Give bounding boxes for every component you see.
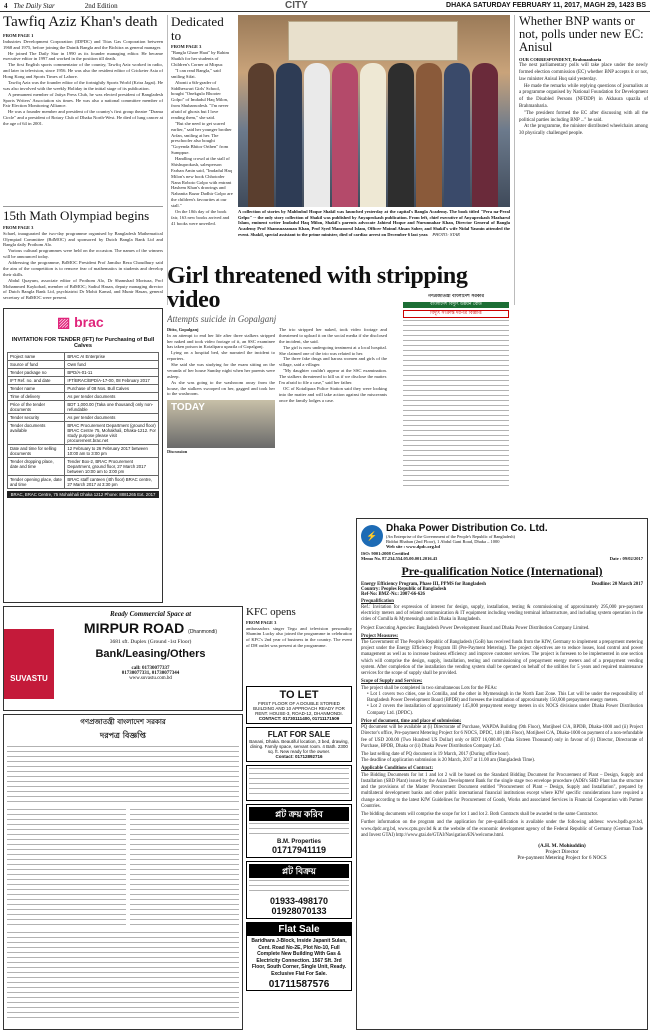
tender-field-value: As per tender documents [65,414,159,422]
tender-row [8,476,159,489]
page-number: 4 [4,1,8,10]
tender-field-label: Time of delivery [8,393,65,401]
tender-field-label: Tender security [8,414,65,422]
paragraph: OC of Kotalipara Police Station said they were looking into the matter and will take action against the miscreants once the family lodges a case. [279,385,387,403]
paragraph: The Bidding Documents for lot 1 and lot 2 will be based on the Standard Bidding Document for Procurement of Plant – Design, Supply and Installation (SBD Plant) issued by the Asian Development Bank for the single stage two envelope procedure (ADB's SBD Plant has the structure and the provisions of the Master Procurement Document entitled "Procurement of Plant – Design, Supply and Installation", prepared by multilateral development banks and other public international financial institutions except where KfW specific considerations have required a change according to the latest KfW Guidelines for Procurement of Goods, Works and associated Services in Financial Cooperation with Partner Countries. [361,772,643,809]
tender-field-value: BRAC Procurement Department (ground floor) BRAC Centre 75, Mohakhali, Dhaka-1212. For study purpose please visit procurement.brac.net [65,422,159,445]
tender-field-value: BRAC AI Enterprise [65,353,159,361]
dpdc-logo-icon: ⚡ [361,525,383,547]
tender-field-value: 12 February to 26 February 2017 between 10:00 am to 3:00 pm [65,445,159,458]
tender-row [8,369,159,377]
ad-body: FIRST FLOOR OF A DOUBLE STORIED BUILDING AND 10 APPROACH READY FOR RENT. HOUSE-3, ROAD-12, DHANMONDI. [253,701,345,716]
paragraph: The trio stripped her naked, took video footage and threatened to upload it on the social media if she disclosed the incident, she said. [279,327,387,344]
banner [288,21,458,61]
ad-place-name: MIRPUR ROAD [83,620,185,636]
lot-item: Lot 1 covers two cities, one in Comilla, and the other in Mymensingh in the North East Zone. This Lot will be under the responsibility of Bangladesh Power Development Board (BPDB) and foresees the installation of approximately 150,000 prepayment energy meters. [367,691,643,704]
paragraph: Abdul Quayum, associate editor of Prothom Alo, Dr Shamshad Mortuza, Prof Mohammed Kaykobad, member of BdMOC; Sadiul Hasan, deputy managing director of Dutch Bangla Bank Ltd, psychiatrist Dr Mohit Kamal, and Munir Hasan, general secretary of BdMOC were present. [3,277,163,301]
ad-title: Flat Sale [247,923,351,936]
ad-title: প্লট ক্রয় করিব [249,807,349,821]
tender-field-label: Source of fund [8,361,65,369]
paragraph: The three fake drugs and harass women and girls of the village, said a villager. [279,356,387,368]
brac-tender-ad [3,308,163,603]
kfc-body: ambassadors singer Tegu and television personality Shamim Lucky also joined the programme in celebration of KFC's 2nd year of business in the country. The event of DH outlet was present at the programme. [246,625,352,649]
today-photo [167,400,275,448]
to-let-ad [246,686,352,724]
paragraph: She said she was studying for the exam sitting on the veranda of her house Sunday night when her parents were asleep. [167,362,275,379]
dedicated-article [167,15,233,305]
paragraph: The girl is now undergoing treatment at a local hospital. She claimed one of the trio was related to her. [279,344,387,356]
iso-label: ISO: 9001:2008 Certified [361,551,410,556]
ad-place-sub: (Dhanmondi) [188,629,218,635]
person-figure [248,63,274,207]
ad-phone: 01717941119 [271,845,327,856]
paragraph: Industries Development Corporation (IDPDC) and Titas Gas Corporation between 1968 and 1975, before joining the Dainik Bangla and the Bichitra as general manager. [3,38,163,50]
paragraph: The deadline of application submission is 20 March, 2017 at 11.00 am (Bangladesh Time). [361,758,536,764]
section-title: CITY [285,0,308,11]
notice-body-lines [130,809,239,929]
tender-row [8,385,159,393]
paragraph: The bidding documents will comprise the scope for lot 1 and lot 2. Both Contracts shall be awarded to the same Contractor. [361,812,598,818]
paragraph: Further information on the program and the application for pre-qualification is available under the following address: www.bpdb.gov.bd, www.dpdc.org.bd, www.cptu.gov.bd & at the website of the economic development agency of the Federal Republic of Germany (German Trade and Invest GTAI) http://www.gtai.de/GTAI/Navigation/EN/welcome.html. [361,820,643,838]
ad-contact: CONTACT: 01730111400, 01711171509 [258,716,340,721]
signer-title: Project Director [545,849,579,856]
tawfiq-body [3,39,163,127]
paragraph: Project Executing Agencies: Bangladesh Power Development Board and Dhaka Power Distribution Company Limited. [361,625,590,631]
ad-phone-2: 01928070133 [271,906,327,917]
event-photo [238,15,510,207]
ad-phone: call: 01730077337 [131,666,170,671]
ad-body: Baridhara J-Block, Inside Japanit Sulan, Cent. Road No-2E, Plot No-10, Full Complete New Building With Gas & Electricity Connection. 1567 Sft. 3rd Floor, South Corner, Single Unit, Ready. Exclusive Flat For Sale. [251,938,347,977]
paragraph: The first English sports commentator of the country, Tawfiq Aziz worked in radio, and later in television, since 1956. He was also the resident editor of Cricketer Asia of Hong Kong and Sports Times of Lahore. [3,62,163,79]
deadline: Deadline: 20 March 2017 [591,581,643,587]
tender-field-label: IFT Ref. no. and date [8,377,65,385]
olympiad-article [3,206,163,306]
paragraph: A permanent member of Jatiya Press Club, he was elected president of Bangladesh Sports Writers' Association six times. He was also a national committee member of Fair Election Monitoring Alliance. [3,91,163,109]
paragraph: Tawfiq Aziz was the founder editor of the fortnightly Sports World (Krira Jagat). He was also involved with the weekly Holiday in the initial stage of its publication. [3,79,163,91]
whether-headline: Whether BNP wants or not, polls under new EC: Anisul [519,15,644,55]
ad-phone-2: 01730077331, 01730077344 [121,671,180,676]
plot-sale-ad [246,861,352,919]
dateline: Ditto, Gopalganj [167,327,199,332]
section-heading: Prequalification [361,598,394,604]
tender-field-label: Tender package no [8,369,65,377]
person-figure [332,63,358,207]
girl-article [167,264,510,514]
flat-sale-ad [246,922,352,991]
tender-field-value: BPD/A-01-11 [65,369,159,377]
kfc-headline: KFC opens [246,607,296,618]
girl-headline: Girl threatened with stripping video [167,264,468,313]
notice-body-lines [7,746,239,806]
section-heading: Scope of Supply and Services: [361,679,423,685]
paragraph: Handling crowd at the stall of Shishuprokash, salesperson Farhan Amin said, "Imdadul Haq Milon's new book Chhotoder Nana Roboto Golpo with entrant Hashem Khan's drawings and Nabanita Bazar Dadhir Golpo are the children's favourites at our stall." [171,156,233,209]
flat-for-sale-ad [246,727,352,762]
tawfiq-headline: Tawfiq Aziz Khan's death [3,15,158,30]
person-figure [360,63,386,207]
ad-body: Banani, Dhaka. Beautiful location, 3 bed, drawing, dining. Family space, servant room. 4 Bath. 2300 sq. ft. New ready for the owner. [249,739,349,754]
paragraph: Schael, inaugurated the two-day programme organised by Bangladesh Mathematical Olympiad Committee (BdMOC) and sponsored by Dutch Bangla Bank Ltd and Bangla daily Prothom Alo. [3,230,163,248]
paragraph: "The president formed the EC after discussing with all the political parties including BNP ..." he said. [519,110,648,123]
paper-name: The Daily Star [13,1,55,10]
ad-use: Bank/Leasing/Others [95,648,206,660]
tender-row [8,361,159,369]
notice-body-lines [7,809,126,929]
kfc-article [246,607,352,682]
paragraph: "But she need to get scared earlier," said her younger brother Arfan, smiling at her. The preschooler also bought "Goyenda Bhitor Orthen" from Sumppue. [171,120,232,156]
person-figure [444,63,470,207]
from-page-label: FROM PAGE 3 [171,44,202,50]
tender-field-label: Tender dropping place, date and time [8,458,65,476]
ad-phone: 01933-498170 [269,896,329,907]
tender-row [8,401,159,414]
ad-title: প্লট বিক্রয় [249,864,349,878]
suvastu-ad [3,606,243,711]
whether-article [514,15,648,305]
paragraph: Addressing the programme, BdMOC President Prof Jamilur Reza Choudhury said the aim of the competition is to remove fear of mathematics in students and develop their skills. [3,260,163,277]
tender-row [8,393,159,401]
olympiad-headline: 15th Math Olympiad begins [3,208,150,223]
lot-item: Lot 2 covers the installation of approximately 145,000 prepayment energy meters in six NOCS divisions under Dhaka Power Distribution Company Ltd. (DPDC). [367,704,643,716]
paragraph: Lying on a hospital bed, she narrated the incident to reporters. [167,350,275,362]
brac-tender-table [7,352,159,489]
notice-title: গণপ্রজাতন্ত্রী বাংলাদেশ সরকার [427,294,485,299]
from-page-label: FROM PAGE 1 [3,32,34,38]
ad-place [62,620,239,636]
person-figure [276,63,302,207]
company-sub: (An Enterprise of the Government of the People's Republic of Bangladesh) [386,534,515,539]
signer-name: (A.H. M. Mohiuddin) [538,843,586,850]
company-address: Biddut Bhaban (2nd Floor), 1 Abdul Gani Road, Dhaka – 1000 [386,539,500,544]
ad-body-lines [249,768,349,798]
today-label: TODAY [171,402,205,414]
paragraph: The next parliamentary polls will take place under the newly formed election commission (EC) whether BNP accepts it or not, law minister Anisul Huq said yesterday. [519,63,648,82]
section-heading: Project Measures: [361,633,399,639]
suvastu-brand: SUVASTU [4,629,54,699]
plot-buy-ad [246,804,352,858]
ad-body-lines [249,823,349,837]
tender-field-value: As per tender documents [65,393,159,401]
paragraph: The project shall be completed in two simultaneous Lots for the PEAs: [361,685,498,691]
bengali-notice-bottom [3,714,243,1030]
ad-tagline: Ready Commercial Space at [109,610,192,618]
program-name: Energy Efficiency Program, Phase III, PPMS for Bangladesh [361,581,486,587]
correspondent-label: OUR CORRESPONDENT, Brahmanbaria [519,57,602,63]
paragraph: At the programme, the minister distributed wheelchairs among 30 physically challenged people. [519,124,648,137]
from-page-label: FROM PAGE 3 [246,619,277,625]
paragraph: PQ document will be available at (i) Directorate of Purchase, WAPDA Building (9th Floor), Motijheel C/A, BPDB, Dhaka-1000 and (ii) Project Director's office, Pre-payment Metering Project for 6 NOCS, DPDC, 148 (4th Floor), Motijheel C/A, Dhaka-1000 on payment of a non-refundable fee of USD 200.00 (Two Hundred US Dollar) only or BDT 16,000.00 (Taka Sixteen Thousand) only in favour of (i) Director, Directorate of Purchase, BPDB, Dhaka or (ii) Dhaka Power Distribution Company Ltd. [361,725,643,749]
ad-title: FLAT FOR SALE [267,730,331,739]
notice-title: Pre-qualification Notice (International) [401,564,603,578]
classifieds-column [246,686,352,1030]
tender-row [8,445,159,458]
brac-logo-icon: ▨ [57,314,71,330]
tender-row [8,422,159,445]
paragraph: "Bangla Ghare Haat" by Rahim Shaikh for her students of Children's Corner at Mirpur. [171,50,230,68]
caption-text: A collection of stories by Mahbubul Hoque Shakil was launched yesterday at the capital's Bangla Academy. The book titled "Pera na-Peral Gelpo" -- the only story collection of Shakil was published by Anyaprokash publication. From left, chief executive of Anyaprokash Mazharul Islam, eminent writer Imdadul Haq Milon, Shakil's parents advocate Jahirul Hoque and Nurunnahar Khan, Director General of Bangla Academy Prof Shamsuzzaman Khan, Prof Syed Manzoorul Islam, Officer Moinul Ahsan Saber, and Shakil's wife Nidal Yasmin attended the event. Shakil, special assistant to the prime minister, died of cardiac arrest on December 6 last year. [238,209,510,237]
notice-body-lines [7,932,239,1022]
person-figure [472,63,498,207]
date-line: DHAKA SATURDAY FEBRUARY 11, 2017, MAGH 29, 1423 BS [446,2,646,9]
ad-company: B.M. Properties [276,839,321,846]
brac-ad-title: INVITATION FOR TENDER (IFT) for Purchasing of Bull Calves [11,337,155,349]
masthead [0,0,650,12]
tender-field-value: BDT 1,000.00 (Taka one thousand) only non-refundable [65,401,159,414]
tender-field-value: IFT/BRAC/BPD/A-17-00, 08 February 2017 [65,377,159,385]
ad-body-lines [249,880,349,894]
section-heading: Applicable Conditions of Contract: [361,766,434,772]
notice-body-lines [403,320,509,490]
tender-field-value: Purchase of 08 Nos. Bull Calves [65,385,159,393]
signer-org: Pre-payment Metering Project for 6 NOCS [517,855,607,862]
paragraph: As she was going to the washroom away from the house, the stalkers swooped on her, gagged and took her to the washroom. [167,379,275,397]
edition-label: 2nd Edition [84,1,118,10]
ad-website: www.suvastu.com.bd [129,676,172,681]
paragraph: On the 10th day of the book fair, 163 new books arrived and 41 books were unveiled. [171,208,230,226]
paragraph: He joined The Daily Star in 1990 as its founder managing editor. He became executive editor in 1997 and worked in the position till death. [3,50,163,62]
tender-row [8,377,159,385]
tender-row [8,458,159,476]
paragraph: He made the remarks while replying questions of journalists at a programme organised by National Foundation for Development of the Disabled Persons (NFDDP) in Akhaura upazila of Brahmanbaria. [519,83,648,109]
from-page-label: FROM PAGE 3 [3,224,34,230]
tawfiq-article [3,15,163,205]
paragraph: The Government of The People's Republic of Bangladesh (GoB) has received funds from the KfW, Germany to implement a prepayment metering project under the Energy Efficiency Program III (Pre-Payment Metering). The project objectives are to reduce losses, load control and power management as well as to increase business efficiency and improve customer services. The project is foreseen to be implemented in one section which will comprise the design, supply, installation, testing and commissioning of prepayment energy meters and of a prepayment vending system. After completion of the installation the vending system shall be operated on behalf of the utilities for 5 years and required maintenance services for the scope of supply shall be provided. [361,640,643,677]
tender-field-label: Date and time for selling documents [8,445,65,458]
tender-field-value: Own fund [65,361,159,369]
dedicated-headline: Dedicated to [171,15,224,43]
ad-phone: 01711587576 [268,979,330,991]
paragraph: "My daughter couldn't appear at the SSC examination. The stalkers threatened to kill us if we disclose the matter. I'm afraid to file a case," said her father. [279,368,387,385]
paragraph: Various cultural programmes were held on the occasion. The names of the winners will be announced today. [3,248,163,260]
person-figure [304,63,330,207]
person-figure [388,63,414,207]
brac-logo [57,314,159,331]
paragraph: He was a founder member and president of the country's first group theatre "Drama Circle" and a president of Rotary Club of Dhaka North-West. He died of lung cancer at the age of 64 in 2001. [3,109,163,126]
ad-title: TO LET [279,689,319,701]
person-figure [416,63,442,207]
memo-date: Date : 09/02/2017 [609,556,643,561]
paragraph: "I can read Bangla," said smiling Sifat. [171,67,221,79]
tender-row [8,414,159,422]
company-name: Dhaka Power Distribution Co. Ltd. [386,523,548,534]
bengali-rent-ad [246,765,352,801]
ad-detail: 3681 sft. Duplex (Ground -1st Floor) [109,639,192,645]
bengali-notice-top [403,294,509,514]
photo-caption [238,209,510,261]
notice-heading: বিদ্যুৎ সংক্রান্ত দরপত্র বিজ্ঞপ্তি [403,310,509,318]
country: Country: Peoples Republic of Bangladesh [361,586,447,592]
paragraph: In an attempt to end her life after three stalkers stripped her naked and took video footage of it, an SSC examinee has taken poison in Kotalipara upazila of Gopalganj. [167,332,275,350]
notice-subtitle: বাংলাদেশ বিদ্যুৎ উন্নয়ন বোর্ড [403,302,509,308]
tender-field-label: Tender opening place, date and time [8,476,65,489]
notice-title: গণপ্রজাতন্ত্রী বাংলাদেশ সরকার [80,718,166,726]
memo-number: Memo No. 87.234.554.05.00.001.2016.43 [361,556,438,561]
today-caption: Discussion [167,449,188,455]
ad-contact: Contact: 01712892716 [275,754,323,759]
tender-field-value: BRAC staff canteen (4th floor) BRAC centre, 27 March 2017 at 3:30 pm [65,476,159,489]
tender-field-label: Project name [8,353,65,361]
paragraph: The last selling date of PQ document is 19 March, 2017 (During office hour). [361,751,510,757]
dhaka-power-notice: ⚡ Dhaka Power Distribution Co. Ltd. (An Enterprise of the Government of the People's Republic of Bangladesh) Biddut Bhaban (2nd Floor), 1 Abdul Gani Road, Dhaka – 1000 Web site : www.dpdc.org.bd ISO: 9001:2008 Certified Memo No. 87.234.554.05.00.001.2016.43 Date : 09/02/2017 Pre-qualification Notice (International) Energy Efficiency Program, Phase III, PPMS for Bangladesh Deadline: 20 March 2017 Country: Peoples Republic of Bangladesh Ref-No: BMZ-Nr.: 2007-66-626 Prequalification Ref.: Invitation for expression of interest for design, supply, installation, testing & commissioning of approximately 295,000 pre-payment electricity meters and of related communication & IT equipment including vending terminal infrastructure, and including system operation in the cities of Comilla & Mymensingh and in Dhaka in Bangladesh. Project Executing Agencies: Bangladesh Power Development Board and Dhaka Power Distribution Company Limited. Project Measures: The Government of The People's Republic of Bangladesh (GoB) has received funds from the KfW, Germany to implement a prepayment metering project under the Energy Efficiency Program III (Pre-Payment Metering). The project objectives are to reduce losses, load control and power management as well as to increase business efficiency and improve customer services. The project is foreseen to be implemented in one section which will comprise the design, supply, installation, testing and commissioning of prepayment energy meters and of a prepayment vending system. After completion of the installation the vending system shall be operated on behalf of the utilities for 5 years and required maintenance services for the scope of supply shall be provided. Scope of Supply and Services: The project shall be completed in two simultaneous Lots for the PEAs: • Lot 1 covers two cities, one in Comilla, and the other in Mymensingh in the North East Zone. This Lot will be under the responsibility of Bangladesh Power Development Board (BPDB) and foresees the installation of approximately 150,000 prepayment energy meters. • Lot 2 covers the installation of approximately 145,000 prepayment energy meters in six NOCS divisions under Dhaka Power Distribution Company Ltd. (DPDC). Price of document, time and place of submission: PQ document will be available at (i) Directorate of Purchase, WAPDA Building (9th Floor), Motijheel C/A, BPDB, Dhaka-1000 and (ii) Project Director's office, Pre-payment Metering Project for 6 NOCS, DPDC, 148 (4th Floor), Motijheel C/A, Dhaka-1000 on payment of a non-refundable fee of USD 200.00 (Two Hundred US Dollar) only or BDT 16,000.00 (Taka Sixteen Thousand) only in favour of (i) Director, Directorate of Purchase, BPDB, Dhaka or (ii) Dhaka Power Distribution Company Ltd. The last selling date of PQ document is 19 March, 2017 (During office hour). The deadline of application submission is 20 March, 2017 at 11.00 am (Bangladesh Time). Applicable Conditions of Contract: The Bidding Documents for lot 1 and lot 2 will be based on the Standard Bidding Document for Procurement of Plant – Design, Supply and Installation (SBD Plant) issued by the Asian Development Bank for the single stage two envelope procedure (ADB's SBD Plant has the structure and the provisions of the Master Procurement Document entitled "Procurement of Plant – Design, Supply and Installation", prepared by multilateral development banks and other public international financial institutions except where KfW specific considerations have required a change according to the latest KfW Guidelines for Procurement of Goods, Works and associated Services in Financial Cooperation with Partner Countries. The bidding documents will comprise the scope for lot 1 and lot 2. Both Contracts shall be awarded to the same Contractor. Further information on the program and the application for pre-qualification is available under the following address: www.bpdb.gov.bd, www.dpdc.org.bd, www.cptu.gov.bd & at the website of the economic development agency of the Federal Republic of Germany (German Trade and Invest GTAI) http://www.gtai.de/GTAI/Navigation/EN/welcome.html. (A.H. M. Mohiuddin) Project Director Pre-payment Metering Project for 6 NOCS [356,518,648,1030]
tender-field-label: Tender documents available [8,422,65,445]
photo-credit: PHOTO: STAR [432,231,460,237]
brac-footer: BRAC, BRAC Centre, 75 Mohakhali Dhaka 1212 Phone: 8881265 Ext. 2017 [7,491,159,498]
tender-field-value: Tender Box-2, BRAC Procurement Department, ground floor, 27 March 2017 between 10:00 am to 3:00 pm [65,458,159,476]
tender-field-label: Tender name [8,385,65,393]
brac-logo-text: brac [74,314,104,330]
tender-field-label: Price of the tender documents [8,401,65,414]
girl-subhead: Attempts suicide in Gopalganj [167,314,277,324]
paragraph: Abonti a 6th-grader of Siddheswari Girls' School, bought "Onekgulo Bhooter Golpo" of Imdadul Haq Milon, from Shubarnodesh. "I'm never afraid of ghosts but I love reading them," she said. [171,79,229,120]
company-web: Web site : www.dpdc.org.bd [386,544,441,549]
tender-row [8,353,159,361]
section-heading: Price of document, time and place of submission: [361,718,462,724]
ref-no: Ref-No: BMZ-Nr.: 2007-66-626 [361,591,425,597]
paragraph: Ref.: Invitation for expression of interest for design, supply, installation, testing & commissioning of approximately 295,000 pre-payment electricity meters and of related communication & IT equipment including vending terminal infrastructure, and including system operation in the cities of Comilla & Mymensingh and in Dhaka in Bangladesh. [361,604,643,623]
notice-heading: দরপত্র বিজ্ঞপ্তি [100,731,146,741]
